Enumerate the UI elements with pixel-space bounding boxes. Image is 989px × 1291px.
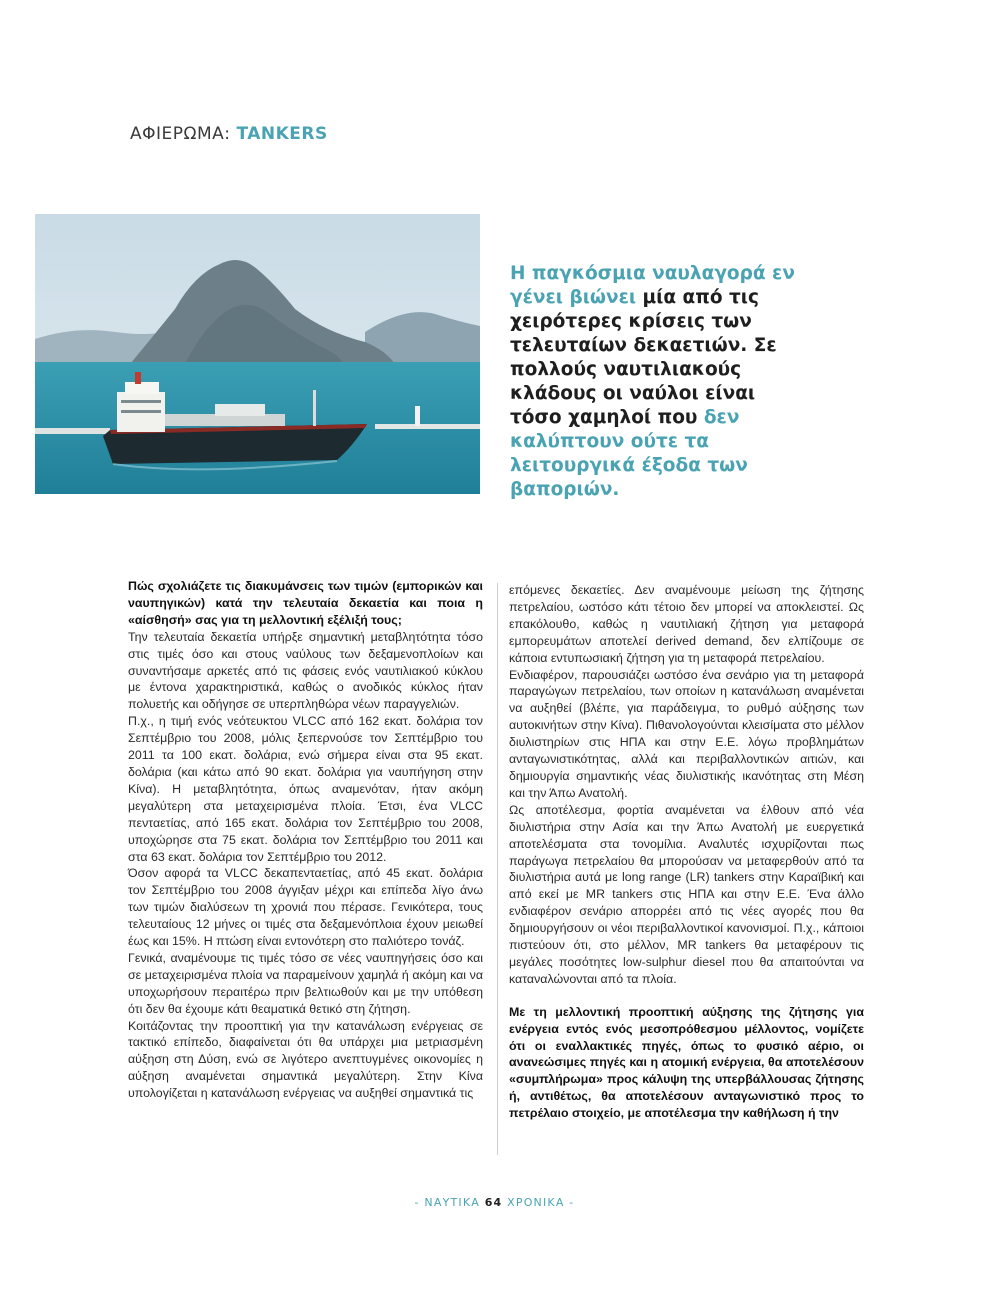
footer-magazine-word1: ΝΑΥΤΙΚΑ [424, 1196, 480, 1209]
page-number: 64 [484, 1196, 503, 1209]
pull-quote-accent-start: Η παγκόσμια ναυλαγορά εν γένει βιώνει [510, 263, 795, 308]
tanker-photo [35, 214, 480, 494]
paragraph: Π.χ., η τιμή ενός νεότευκτου VLCC από 162 εκατ. δολάρια τον Σεπτέμβριο του 2008, μόλις ξεπερνούσε τον Σεπτέμβριο του 2011 τα 100 εκατ. δολάρια, ενώ σήμερα είναι στα 95 εκατ. δολάρια (και κάτω από 90 εκατ. δολάρια για ναυπήγηση στην Κίνα). Η μεταβλητότητα, όπως αναμενόταν, ήταν ακόμη μεγαλύτερη στα μεταχειρισμένα πλοία. Έτσι, ένα VLCC πενταετίας, από 165 εκατ. δολάρια τον Σεπτέμβριο του 2008, υποχώρησε στα 75 εκατ. δολάρια τον Σεπτέμβριο του 2011 και στα 63 εκατ. δολάρια τον Σεπτέμβριο του 2012. [128, 714, 483, 864]
paragraph: Την τελευταία δεκαετία υπήρξε σημαντική μεταβλητότητα τόσο στις τιμές όσο και στους ναύλους των δεξαμενοπλοίων και συναντήσαμε αρκετές από τις φάσεις ενός ναυτιλιακού κύκλου με έντονα χαρακτηριστικά, καθώς ο ανοδικός κύκλος ήταν πολυετής και οδήγησε σε υπερπληθώρα νέων παραγγελιών. [128, 629, 483, 712]
pull-quote-body: μία από τις χειρότερες κρίσεις των τελευταίων δεκαετιών. Σε πολλούς ναυτιλιακούς κλάδους οι ναύλοι είναι τόσο χαμηλοί που [510, 287, 777, 428]
section-prefix: ΑΦΙΕΡΩΜΑ: [130, 124, 237, 144]
paragraph: Ενδιαφέρον, παρουσιάζει ωστόσο ένα σενάριο για τη μεταφορά παραγώγων πετρελαίου, των οποίων η κατανάλωση αναμένεται να αυξηθεί (βλέπε, για παράδειγμα, το ρυθμό αύξησης των αυτοκινήτων στην Κίνα). Πιθανολογούνται κλεισίματα στο μέλλον διυλιστηρίων στις ΗΠΑ και στην Ε.Ε. λόγω προβλημάτων ανταγωνιστικότητας, αλλά και περιβαλλοντικών αιτιών, και δημιουργία σημαντικής νέας διυλιστικής ικανότητας στη Μέση και την Άπω Ανατολή. [509, 667, 864, 800]
paragraph: Ως αποτέλεσμα, φορτία αναμένεται να έλθουν από νέα διυλιστήρια στην Ασία και την Άπω Ανατολή με ευεργετικά αποτελέσματα στα τονομίλια. Αναλυτές ισχυρίζονται πως παράγωγα πετρελαίου θα μπορούσαν να μεταφερθούν από τα διυλιστήρια αυτά με long range (LR) tankers στην Καραϊβική και από εκεί με MR tankers στις ΗΠΑ και στην Ε.Ε. Ένα άλλο ενδιαφέρον σενάριο απορρέει από τις νέες αγορές που θα δημιουργήσουν οι νέοι περιβαλλοντικοί κανονισμοί. Π.χ., κάποιοι πιστεύουν ότι, στο μέλλον, MR tankers θα μεταφέρουν τις μεγάλες ποσότητες low-sulphur diesel που θα απαιτούνται να καταναλώνονται από τα πλοία. [509, 802, 864, 986]
paragraph: επόμενες δεκαετίες. Δεν αναμένουμε μείωση της ζήτησης πετρελαίου, ωστόσο κάτι τέτοιο δεν μπορεί να αποκλειστεί. Ως επακόλουθο, καθώς η ναυτιλιακή ζήτηση για μεταφορά εμπορευμάτων αποτελεί derived demand, δεν ελπίζουμε σε κάποια εντυπωσιακή ζήτηση για τη μεταφορά πετρελαίου. [509, 583, 864, 665]
column-divider [497, 583, 498, 1155]
footer-dash-left: - [414, 1196, 420, 1209]
footer-magazine-word2: ΧΡΟΝΙΚΑ [507, 1196, 565, 1209]
section-topic: TANKERS [236, 124, 328, 144]
paragraph: Γενικά, αναμένουμε τις τιμές τόσο σε νέες ναυπηγήσεις όσο και σε μεταχειρισμένα πλοία να παραμείνουν χαμηλά ή ακόμη και να υποχωρήσουν περαιτέρω πριν βελτιωθούν και με την υπόθεση ότι δεν θα έχουμε κάτι θεαματικά θετικό στη ζήτηση. [128, 950, 483, 1016]
page-footer [0, 1196, 989, 1209]
pull-quote-accent-end: δεν καλύπτουν ούτε τα λειτουργικά έξοδα των βαποριών. [510, 407, 748, 500]
interview-question: Πώς σχολιάζετε τις διακυμάνσεις των τιμών (εμπορικών και ναυπηγικών) κατά την τελευταία δεκαετία και ποια η «αίσθησή» σας για τη μελλοντική εξέλιξή τους; [128, 579, 483, 627]
article-column-right [509, 582, 864, 1122]
section-header [130, 124, 328, 144]
paragraph: Κοιτάζοντας την προοπτική για την κατανάλωση ενέργειας σε τακτικό επίπεδο, διαφαίνεται ότι θα υπάρχει μια μετριασμένη αύξηση στη Δύση, ενώ σε λιγότερο ανεπτυγμένες οικονομίες η αύξηση αναμένεται σημαντικά μεγαλύτερη. Στην Κίνα υπολογίζεται η κατανάλωση ενέργειας να αυξηθεί σημαντικά τις [128, 1018, 483, 1101]
footer-dash-right: - [569, 1196, 575, 1209]
pull-quote [510, 262, 810, 502]
paragraph: Όσον αφορά τα VLCC δεκαπενταετίας, από 45 εκατ. δολάρια τον Σεπτέμβριο του 2008 άγγιξαν μέχρι και επίπεδα λίγο άνω των τιμών διαλύσεων τη χρονιά που πέρασε. Γενικότερα, τους τελευταίους 12 μήνες οι τιμές στα δεξαμενόπλοια έχουν μειωθεί έως και 15%. Η πτώση είναι εντονότερη στο παλιότερο τονάζ. [128, 866, 483, 949]
interview-question: Με τη μελλοντική προοπτική αύξησης της ζήτησης για ενέργεια εντός ενός μεσοπρόθεσμου μέλλοντος, νομίζετε ότι οι εναλλακτικές πηγές, όπως το φυσικό αέριο, οι ανανεώσιμες πηγές και η ατομική ενέργεια, θα αποτελέσουν «συμπλήρωμα» προς κάλυψη της υπερβάλλουσας ζήτησης ή, αντιθέτως, θα αποτελέσουν ανταγωνιστικό προς το πετρέλαιο στοιχείο, με αποτέλεσμα την καθήλωση ή την [509, 1004, 864, 1121]
article-column-left [128, 578, 483, 1102]
